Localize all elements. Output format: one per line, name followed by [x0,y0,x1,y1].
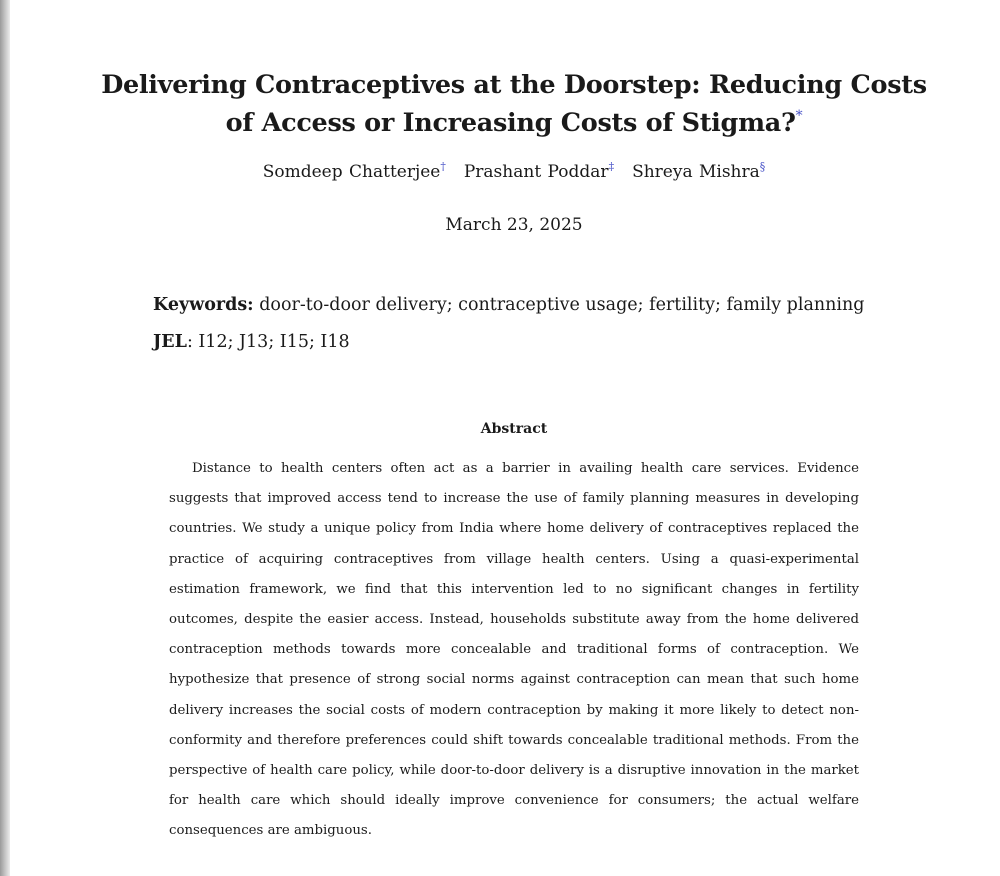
title-footnote-marker[interactable]: * [795,108,803,124]
paper-title-text: Delivering Contraceptives at the Doorstep: Reducing Costs of Access or Increasing Costs of Stigma? [101,70,927,138]
author-list [100,160,928,184]
author-1 [263,162,446,182]
jel-label: JEL [153,332,187,352]
author-name: Somdeep Chatterjee [262,162,441,182]
author-footnote-marker[interactable]: ‡ [608,160,615,173]
author-footnote-marker[interactable]: § [759,160,766,173]
publication-date: March 23, 2025 [445,215,583,235]
paper-title [100,66,928,142]
abstract-text: Distance to health centers often act as a barrier in availing health care services. Evidence suggests that improved access tend to increase the use of family planning measures in developing countries. We study a unique policy from India where home delivery of contraceptives replaced the practice of acquiring contraceptives from village health centers. Using a quasi-experimental estimation framework, we find that this intervention led to no significant changes in fertility outcomes, despite the easier access. Instead, households substitute away from the home delivered contraception methods towards more concealable and traditional forms of contraception. We hypothesize that presence of strong social norms against contraception can mean that such home delivery increases the social costs of modern contraception by making it more likely to detect non-conformity and therefore preferences could shift towards concealable traditional methods. From the perspective of health care policy, while door-to-door delivery is a disruptive innovation in the market for health care which should ideally improve convenience for consumers; the actual welfare consequences are ambiguous. [169,461,859,839]
keywords-line [153,293,865,317]
author-3 [632,162,765,182]
jel-text: : I12; J13; I15; I18 [186,332,350,352]
page-left-shadow [0,0,10,876]
keywords-label: Keywords: [153,295,254,315]
author-footnote-marker[interactable]: † [440,160,446,173]
author-name: Shreya Mishra [632,162,760,182]
jel-line [153,330,350,354]
keywords-text: door-to-door delivery; contraceptive usage; fertility; family planning [259,295,865,315]
author-name: Prashant Poddar [463,162,609,182]
author-2 [464,162,614,182]
abstract-heading: Abstract [480,421,548,437]
